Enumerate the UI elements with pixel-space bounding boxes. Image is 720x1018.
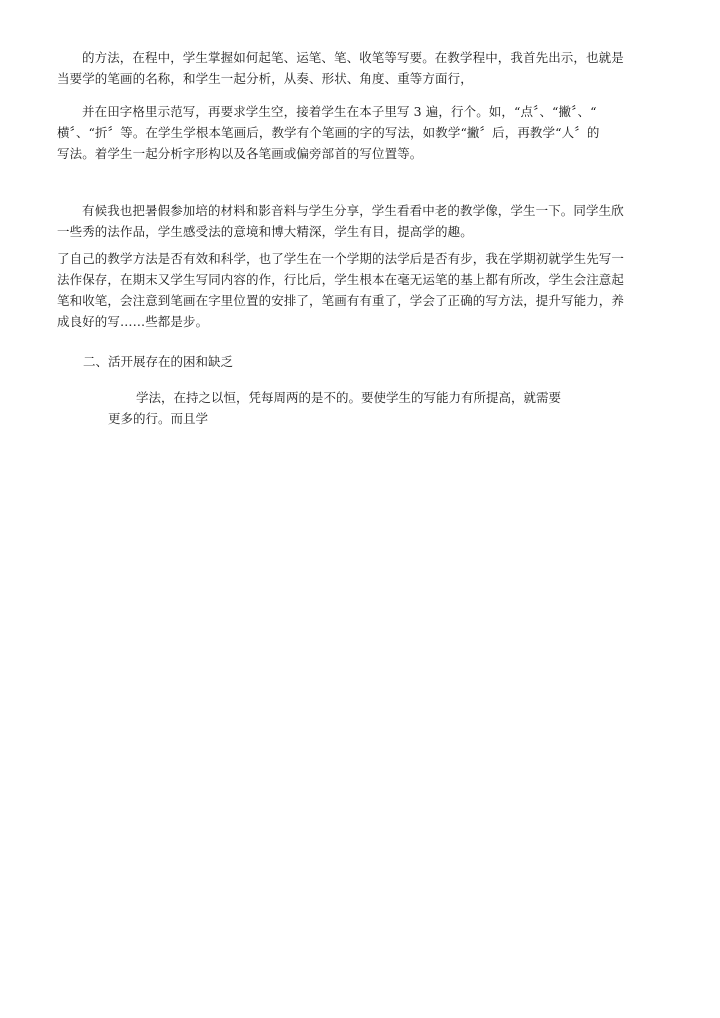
text-line: 笔和收笔，会注意到笔画在字里位置的安排了，笔画有有重了，学会了正确的写方法，提升写能力，养 bbox=[57, 293, 625, 308]
paragraph-writing-method bbox=[57, 47, 665, 89]
text-line: 一些秀的法作品，学生感受法的意境和博大精深，学生有目，提高学的趣。 bbox=[57, 224, 473, 239]
section-heading: 二、活开展存在的困和缺乏 bbox=[83, 354, 234, 369]
paragraph-evaluation bbox=[57, 248, 665, 332]
text-line: 学法，在持之以恒，凭每周两的是不的。要使学生的写能力有所提高，就需要 bbox=[136, 390, 562, 405]
text-line: 当要学的笔画的名称，和学生一起分析，从奏、形状、角度、重等方面行， bbox=[57, 71, 473, 86]
text-line: 写法。着学生一起分析字形构以及各笔画或偏旁部首的写位置等。 bbox=[57, 146, 423, 161]
text-line: 的方法，在程中，学生掌握如何起笔、运笔、笔、收笔等写要。在教学程中，我首先出示，也就是 bbox=[82, 50, 624, 65]
text-line: 横〞、“折〞等。在学生学根本笔画后，教学有个笔画的字的写法，如教学“撇〞后，再教学“人〞的 bbox=[57, 125, 600, 140]
text-line: 更多的行。而且学 bbox=[108, 411, 209, 426]
text-line: 了自己的教学方法是否有效和科学，也了学生在一个学期的法学后是否有步，我在学期初就学生先写一 bbox=[57, 251, 625, 266]
text-line: 成良好的写……些都是步。 bbox=[57, 314, 209, 329]
text-line: 有候我也把暑假参加培的材料和影音料与学生分享，学生看看中老的教学像，学生一下。同学生欣 bbox=[82, 203, 624, 218]
text-line: 并在田字格里示范写，再要求学生空，接着学生在本子里写 3 遍，行个。如，“点〞、“撇〞、“ bbox=[82, 104, 597, 119]
text-line: 法作保存，在期末又学生写同内容的作，行比后，学生根本在毫无运笔的基上都有所改，学生会注意起 bbox=[57, 272, 625, 287]
paragraph-demonstration bbox=[57, 101, 665, 164]
paragraph-sharing-materials bbox=[57, 200, 665, 242]
paragraph-persistence bbox=[108, 387, 628, 429]
